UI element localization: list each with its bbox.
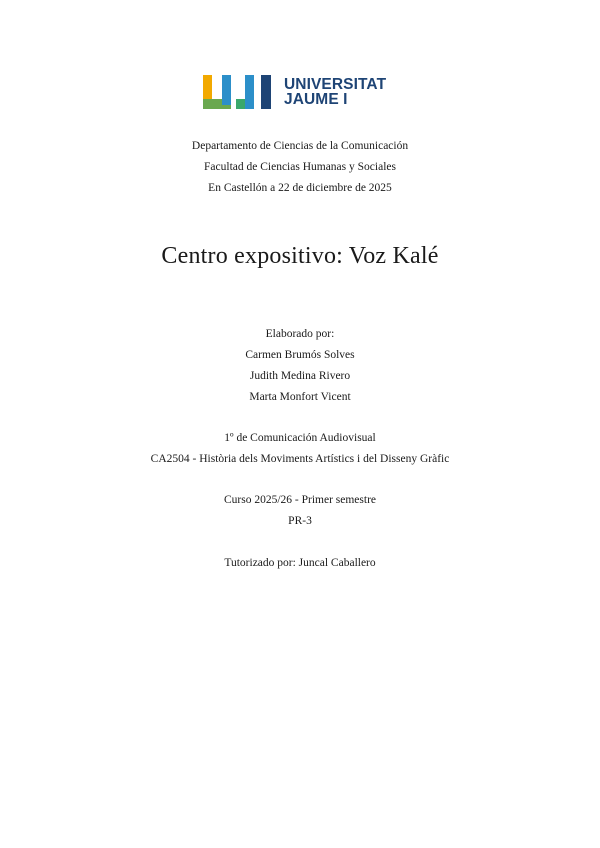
degree-line: 1º de Comunicación Audiovisual [224, 432, 376, 444]
author-name: Carmen Brumós Solves [245, 349, 355, 361]
uji-logo-mark-icon [203, 75, 275, 109]
university-name [284, 77, 386, 107]
faculty-line: Facultad de Ciencias Humanas y Sociales [204, 161, 396, 173]
university-name-line1: UNIVERSITAT [284, 76, 387, 93]
term-block [0, 490, 600, 532]
subject-line: CA2504 - Història dels Moviments Artístics i del Disseny Gràfic [150, 453, 450, 465]
authors-label: Elaborado por: [265, 328, 335, 340]
author-name: Marta Monfort Vicent [249, 391, 351, 403]
place-date-line: En Castellón a 22 de diciembre de 2025 [208, 182, 392, 194]
document-title: Centro expositivo: Voz Kalé [161, 243, 439, 269]
authors-block [0, 324, 600, 408]
tutor-line: Tutorizado por: Juncal Caballero [224, 557, 376, 569]
practice-code: PR-3 [288, 515, 312, 527]
university-logo [203, 75, 386, 109]
department-line: Departamento de Ciencias de la Comunicación [191, 140, 409, 152]
tutor-block [0, 553, 600, 574]
university-name-line2: JAUME I [284, 91, 348, 108]
academic-year-line: Curso 2025/26 - Primer semestre [223, 494, 377, 506]
institution-header [0, 136, 600, 199]
course-block [0, 428, 600, 470]
author-name: Judith Medina Rivero [249, 370, 351, 382]
